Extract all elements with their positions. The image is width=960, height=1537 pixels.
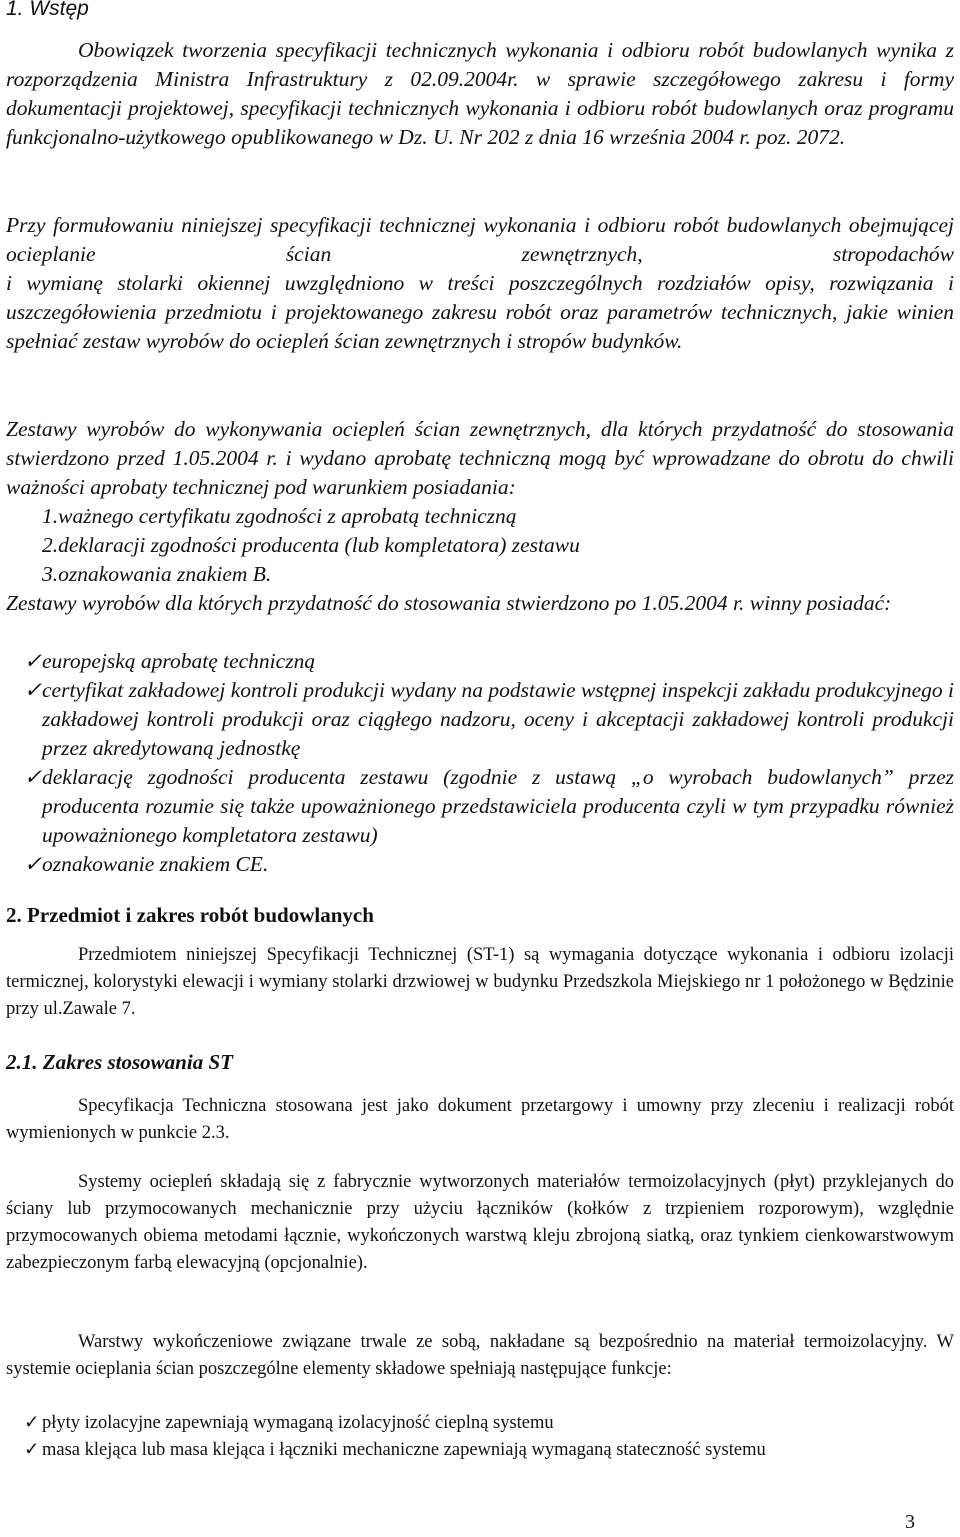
paragraph-2-first-line: Przy formułowaniu niniejszej specyfikacji technicznej wykonania i odbioru robót budowlanych obejmującej ocieplanie ścian zewnętrznych, stropodachów xyxy=(6,213,954,266)
list-item: 3.oznakowania znakiem B. xyxy=(42,562,272,586)
requirements-checklist xyxy=(6,647,954,879)
list-item: 1.ważnego certyfikatu zgodności z aprobatą techniczną xyxy=(42,504,517,528)
section-2-paragraph-1: Przedmiotem niniejszej Specyfikacji Technicznej (ST-1) są wymagania dotyczące wykonania i odbioru izolacji termicznej, kolorystyki elewacji i wymiany stolarki drzwiowej w budynku Przedszkola Miejskiego nr 1 położonego w Będzinie przy ul.Zawale 7. xyxy=(6,945,954,1019)
section-2-1-paragraph-2: Systemy ociepleń składają się z fabrycznie wytworzonych materiałów termoizolacyjnych (płyt) przyklejanych do ściany lub przymocowanych mechanicznie przy użyciu łączników (kołków z trzpieniem rozporowym), względnie przymocowanych obiema metodami łącznie, wykończonych warstwą kleju zbrojoną siatką, oraz tynkiem cienkowarstwowym zabezpieczonym farbą elewacyjną (opcjonalnie). xyxy=(6,1172,954,1273)
checkmark-icon: ✓ xyxy=(24,1440,40,1460)
list-item: ✓ płyty izolacyjne zapewniają wymaganą izolacyjność cieplną systemu xyxy=(42,1410,954,1437)
requirements-numbered-list xyxy=(6,502,954,589)
list-item: ✓ deklarację zgodności producenta zestawu (zgodnie z ustawą „o wyrobach budowlanych” przez producenta rozumie się także upoważnionego przedstawiciela producenta czyli w tym przypadku również upoważnionego kompletatora zestawu) xyxy=(24,765,954,847)
list-item: ✓ certyfikat zakładowej kontroli produkcji wydany na podstawie wstępnej inspekcji zakładu produkcyjnego i zakładowej kontroli produkcji oraz ciągłego nadzoru, oceny i akceptacji zakładowej kontroli produkcji przez akredytowaną jednostkę xyxy=(24,678,954,760)
paragraph-2-rest: i wymianę stolarki okiennej uwzględniono w treści poszczególnych rozdziałów opisy, rozwiązania i uszczegółowienia przedmiotu i projektowanego zakresu robót oraz parametrów technicznych, jakie winien spełniać zestaw wyrobów do ociepleń ścian zewnętrznych i stropów budynków. xyxy=(6,271,954,353)
checkmark-icon: ✓ xyxy=(24,678,43,702)
section-1-paragraph-4: Zestawy wyrobów dla których przydatność do stosowania stwierdzono po 1.05.2004 r. winny posiadać: xyxy=(6,591,892,615)
checkmark-icon: ✓ xyxy=(24,1413,40,1433)
checkmark-icon: ✓ xyxy=(24,765,43,789)
section-1-paragraph-1: Obowiązek tworzenia specyfikacji technicznych wykonania i odbioru robót budowlanych wynika z rozporządzenia Ministra Infrastruktury z 02.09.2004r. w sprawie szczegółowego zakresu i formy dokumentacji projektowej, specyfikacji technicznych wykonania i odbioru robót budowlanych oraz programu funkcjonalno-użytkowego opublikowanego w Dz. U. Nr 202 z dnia 16 września 2004 r. poz. 2072. xyxy=(6,38,954,149)
section-2-1-paragraph-3: Warstwy wykończeniowe związane trwale ze sobą, nakładane są bezpośrednio na materiał termoizolacyjny. W systemie ocieplania ścian poszczególne elementy składowe spełniają następujące funkcje: xyxy=(6,1332,954,1379)
checkmark-icon: ✓ xyxy=(24,852,43,876)
section-1-heading: 1. Wstęp xyxy=(6,0,89,20)
list-item: ✓ europejską aprobatę techniczną xyxy=(42,647,954,676)
list-item: ✓ oznakowanie znakiem CE. xyxy=(42,850,954,879)
section-1-paragraph-2 xyxy=(6,211,954,356)
section-2-1-paragraph-1: Specyfikacja Techniczna stosowana jest jako dokument przetargowy i umowny przy zleceniu i realizacji robót wymienionych w punkcie 2.3. xyxy=(6,1096,954,1143)
page-number: 3 xyxy=(905,1511,915,1533)
section-2-heading: 2. Przedmiot i zakres robót budowlanych xyxy=(6,903,374,927)
system-functions-checklist xyxy=(6,1410,954,1464)
section-1-paragraph-3: Zestawy wyrobów do wykonywania ociepleń ścian zewnętrznych, dla których przydatność do stosowania stwierdzono przed 1.05.2004 r. i wydano aprobatę techniczną mogą być wprowadzane do obrotu do chwili ważności aprobaty technicznej pod warunkiem posiadania: xyxy=(6,417,954,499)
checkmark-icon: ✓ xyxy=(24,649,43,673)
list-item: 2.deklaracji zgodności producenta (lub kompletatora) zestawu xyxy=(42,533,580,557)
section-2-1-heading: 2.1. Zakres stosowania ST xyxy=(6,1050,233,1074)
list-item: ✓ masa klejąca lub masa klejąca i łączniki mechaniczne zapewniają wymaganą stateczność systemu xyxy=(42,1437,954,1464)
